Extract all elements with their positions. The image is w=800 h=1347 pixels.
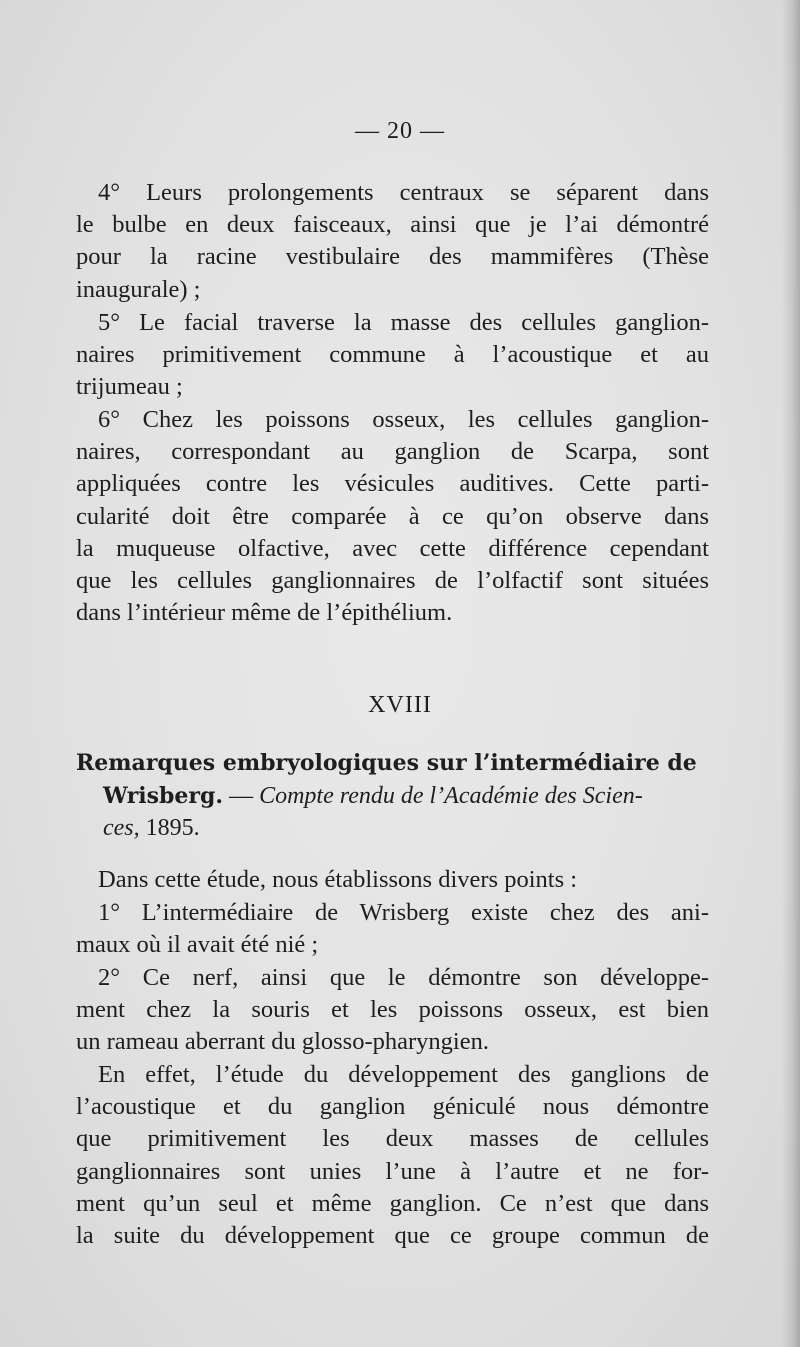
text-line: que primitivement les deux masses de cellules [76,1125,709,1153]
paragraph-item-1 [76,897,709,961]
paragraph-intro [76,864,709,896]
text-line: trijumeau ; [76,373,183,401]
section-number: XVIII [368,692,432,718]
text-line: un rameau aberrant du glosso-pharyngien. [76,1028,489,1056]
text-line: cularité doit être comparée à ce qu’on observe dans [76,502,709,530]
text-line: l’acoustique et du ganglion géniculé nous démontre [76,1093,709,1121]
text-line: En effet, l’étude du développement des ganglions de [98,1061,709,1088]
heading-title-line: Remarques embryologiques sur l’intermédiaire de [76,750,697,776]
text-line: naires primitivement commune à l’acoustique et au [76,341,709,369]
text-line: la muqueuse olfactive, avec cette différence cependant [76,534,709,562]
text-line: naires, correspondant au ganglion de Scarpa, sont [76,438,709,466]
text-line: Dans cette étude, nous établissons divers points : [98,866,578,893]
heading-citation-line [76,780,709,813]
page-edge-shadow [782,0,800,1347]
page-number: — 20 — [355,118,445,144]
paragraph-item-4 [76,177,709,306]
paragraph-en-effet [76,1059,709,1252]
text-line: 6° Chez les poissons osseux, les cellules ganglion- [98,406,709,433]
text-line: 2° Ce nerf, ainsi que le démontre son développe- [98,964,709,991]
text-line: pour la racine vestibulaire des mammifères (Thèse [76,243,709,271]
text-line: ganglionnaires sont unies l’une à l’autre et ne for- [76,1157,709,1185]
text-line: inaugurale) ; [76,275,201,303]
heading-journal: Compte rendu de l’Académie des Scien- [259,782,643,809]
text-line: 4° Leurs prolongements centraux se séparent dans [98,179,709,206]
heading-title-word: Wrisberg. [103,782,224,809]
paragraph-item-5 [76,307,709,404]
text-line: appliquées contre les vésicules auditives. Cette parti- [76,470,709,498]
text-line: dans l’intérieur même de l’épithélium. [76,599,453,627]
text-line: 1° L’intermédiaire de Wrisberg existe chez des ani- [98,899,709,926]
heading-year: 1895. [139,815,200,841]
text-line: 5° Le facial traverse la masse des cellules ganglion- [98,309,709,336]
heading-journal-end: ces, [103,815,140,841]
paragraph-item-2 [76,962,709,1059]
text-line: ment chez la souris et les poissons osseux, est bien [76,996,709,1024]
text-line: maux où il avait été nié ; [76,931,319,959]
heading-citation-line-2 [76,812,709,845]
text-line: le bulbe en deux faisceaux, ainsi que je l’ai démontré [76,211,709,239]
section-heading [76,747,709,845]
paragraph-item-6 [76,404,709,629]
text-line: la suite du développement que ce groupe commun de [76,1222,709,1250]
text-line: ment qu’un seul et même ganglion. Ce n’est que dans [76,1189,709,1217]
heading-dash: — [223,782,260,809]
text-line: que les cellules ganglionnaires de l’olfactif sont situées [76,567,709,595]
